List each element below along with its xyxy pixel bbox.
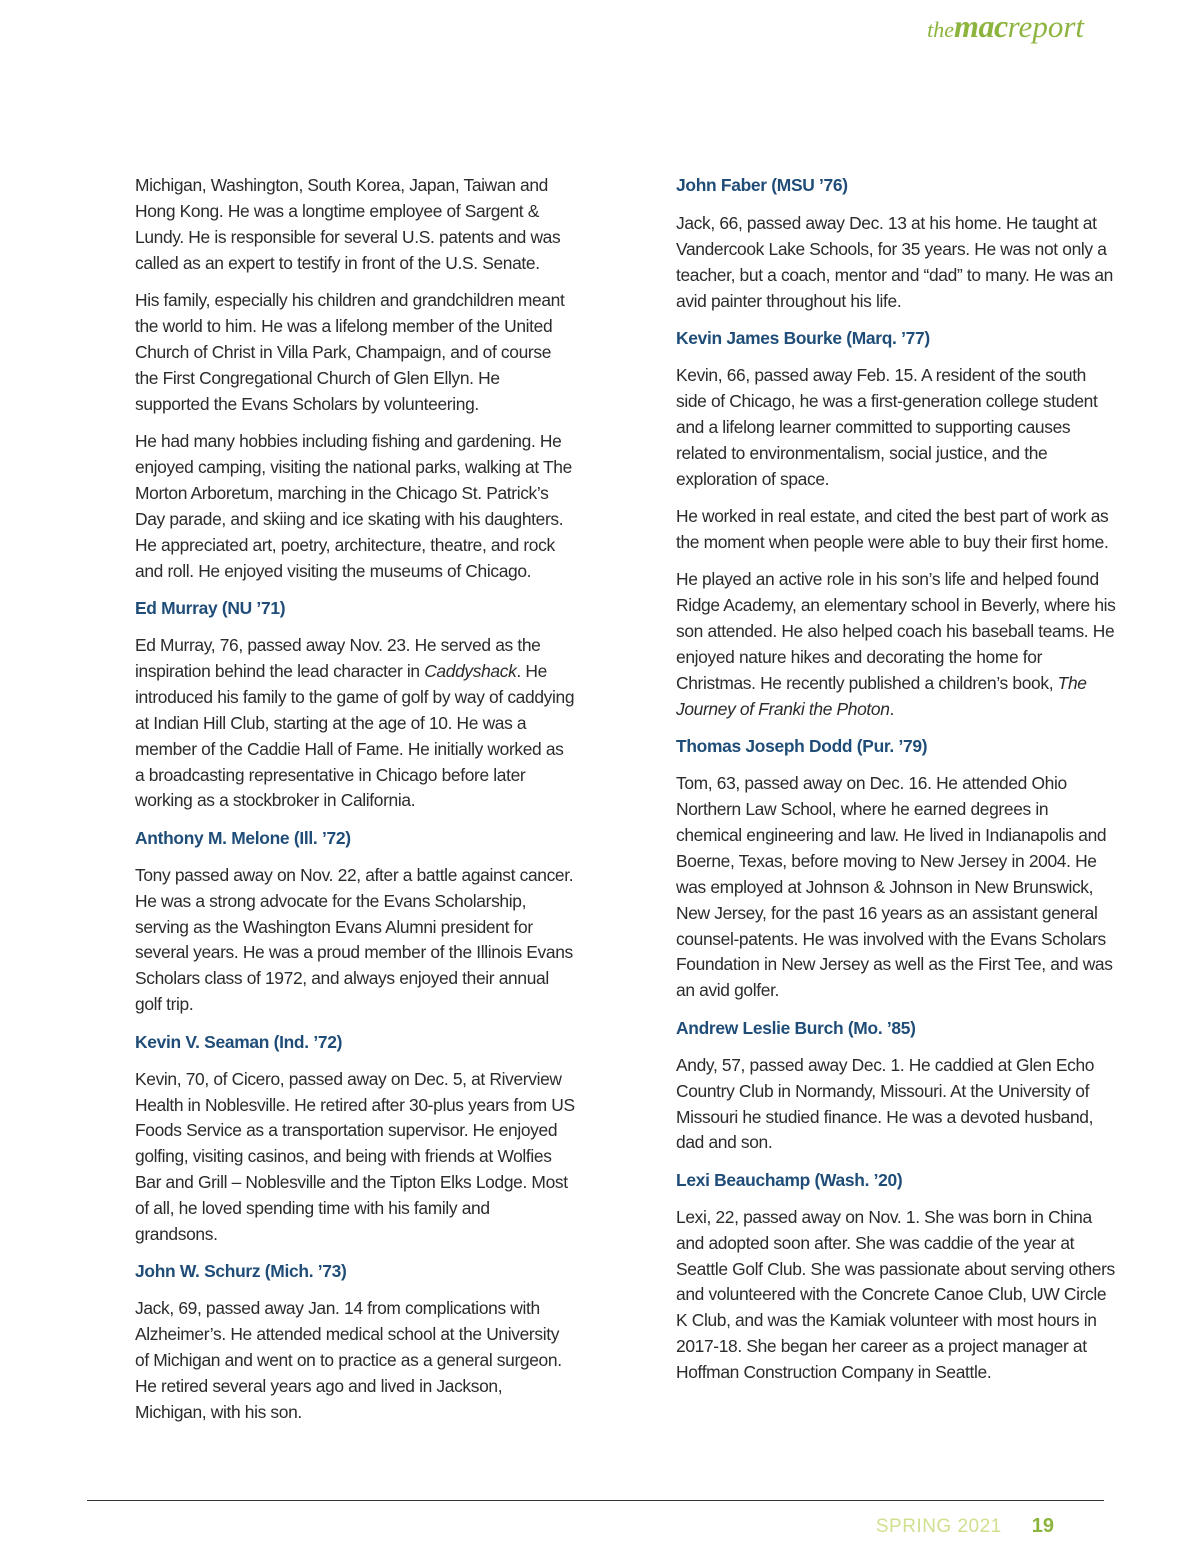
left-column (135, 173, 575, 1437)
obituary-continued-p2: His family, especially his children and grandchildren meant the world to him. He was a lifelong member of the United Church of Christ in Villa Park, Champaign, and of course the First Congregational Church of Glen Ellyn. He supported the Evans Scholars by volunteering. (135, 290, 565, 414)
obituary-continued-p1: Michigan, Washington, South Korea, Japan, Taiwan and Hong Kong. He was a longtime employee of Sargent & Lundy. He is responsible for several U.S. patents and was called as an expert to testify in front of the U.S. Senate. (135, 175, 561, 273)
murray-film-title: Caddyshack (424, 660, 517, 681)
bourke-p3-text-a: He played an active role in his son’s life and helped found Ridge Academy, an elementary school in Beverly, where his son attended. He also helped coach his baseball teams. He enjoyed nature hikes and decorating the home for Christmas. He recently published a children’s book, (676, 569, 1116, 693)
murray-text-a: Ed Murray, 76, passed away Nov. 23. He served as the inspiration behind the lead character in (135, 635, 541, 681)
obituary-text-murray (135, 633, 575, 814)
obituary-heading-dodd: Thomas Joseph Dodd (Pur. ’79) (676, 736, 928, 757)
page-number: 19 (1031, 1515, 1054, 1537)
obituary-heading-bourke: Kevin James Bourke (Marq. ’77) (676, 328, 930, 349)
obituary-text-burch: Andy, 57, passed away Dec. 1. He caddied at Glen Echo Country Club in Normandy, Missouri. At the University of Missouri he studied finance. He was a devoted husband, dad and son. (676, 1054, 1095, 1153)
obituary-continued-p3: He had many hobbies including fishing and gardening. He enjoyed camping, visiting the national parks, walking at The Morton Arboretum, marching in the Chicago St. Patrick’s Day parade, and skiing and ice skating with his daughters. He appreciated art, poetry, architecture, theatre, and rock and roll. He enjoyed visiting the museums of Chicago. (135, 431, 572, 581)
obituary-text-bourke-p2: He worked in real estate, and cited the best part of work as the moment when people were able to buy their first home. (676, 505, 1109, 552)
obituary-heading-seaman: Kevin V. Seaman (Ind. ’72) (135, 1031, 343, 1052)
obituary-heading-melone: Anthony M. Melone (Ill. ’72) (135, 827, 351, 848)
obituary-heading-schurz: John W. Schurz (Mich. ’73) (135, 1261, 347, 1282)
issue-season: SPRING 2021 (875, 1516, 1002, 1537)
page-footer (876, 1512, 1054, 1541)
obituary-text-beauchamp: Lexi, 22, passed away on Nov. 1. She was born in China and adopted soon after. She was caddie of the year at Seattle Golf Club. She was passionate about serving others and volunteered with the Concrete Canoe Club, UW Circle K Club, and was the Kamiak volunteer with most hours in 2017-18. She began her career as a project manager at Hoffman Construction Company in Seattle. (676, 1206, 1115, 1383)
bourke-book-title: The Journey of Franki the Photon (676, 672, 1087, 719)
obituary-text-bourke-p3 (676, 567, 1116, 722)
logo-mac: mac (954, 8, 1008, 44)
footer-divider (87, 1500, 1104, 1501)
obituary-text-dodd: Tom, 63, passed away on Dec. 16. He attended Ohio Northern Law School, where he earned degrees in chemical engineering and law. He lived in Indianapolis and Boerne, Texas, before moving to New Jersey in 2004. He was employed at Johnson & Johnson in New Brunswick, New Jersey, for the past 16 years as an assistant general counsel-patents. He was involved with the Evans Scholars Foundation in New Jersey as well as the First Tee, and was an avid golfer. (676, 773, 1113, 1001)
bourke-p3-text-b: . (889, 698, 894, 719)
obituary-text-bourke-p1: Kevin, 66, passed away Feb. 15. A resident of the south side of Chicago, he was a first-generation college student and a lifelong learner committed to supporting causes related to environmentalism, social justice, and the exploration of space. (676, 364, 1098, 489)
obituary-text-seaman: Kevin, 70, of Cicero, passed away on Dec. 5, at Riverview Health in Noblesville. He retired after 30-plus years from US Foods Service as a transportation supervisor. He enjoyed golfing, visiting casinos, and being with friends at Wolfies Bar and Grill – Noblesville and the Tipton Elks Lodge. Most of all, he loved spending time with his family and grandsons. (135, 1068, 575, 1245)
obituary-text-schurz: Jack, 69, passed away Jan. 14 from complications with Alzheimer’s. He attended medical school at the University of Michigan and went on to practice as a general surgeon. He retired several years ago and lived in Jackson, Michigan, with his son. (135, 1298, 562, 1422)
logo-report: report (1007, 9, 1084, 44)
obituary-heading-burch: Andrew Leslie Burch (Mo. ’85) (676, 1017, 916, 1038)
right-column (676, 173, 1116, 1398)
obituary-heading-murray: Ed Murray (NU ’71) (135, 598, 286, 619)
logo-the: the (927, 17, 955, 42)
obituary-heading-beauchamp: Lexi Beauchamp (Wash. ’20) (676, 1169, 903, 1190)
murray-text-b: . He introduced his family to the game of golf by way of caddying at Indian Hill Club, starting at the age of 10. He was a member of the Caddie Hall of Fame. He initially worked as a broadcasting representative in Chicago before later working as a stockbroker in California. (135, 660, 575, 811)
obituary-text-faber: Jack, 66, passed away Dec. 13 at his home. He taught at Vandercook Lake Schools, for 35 years. He was not only a teacher, but a coach, mentor and “dad” to many. He was an avid painter throughout his life. (676, 212, 1113, 311)
obituary-heading-faber: John Faber (MSU ’76) (676, 175, 848, 195)
obituary-text-melone: Tony passed away on Nov. 22, after a battle against cancer. He was a strong advocate for the Evans Scholarship, serving as the Washington Evans Alumni president for several years. He was a proud member of the Illinois Evans Scholars class of 1972, and always enjoyed their annual golf trip. (135, 864, 574, 1015)
publication-logo (927, 6, 1084, 50)
